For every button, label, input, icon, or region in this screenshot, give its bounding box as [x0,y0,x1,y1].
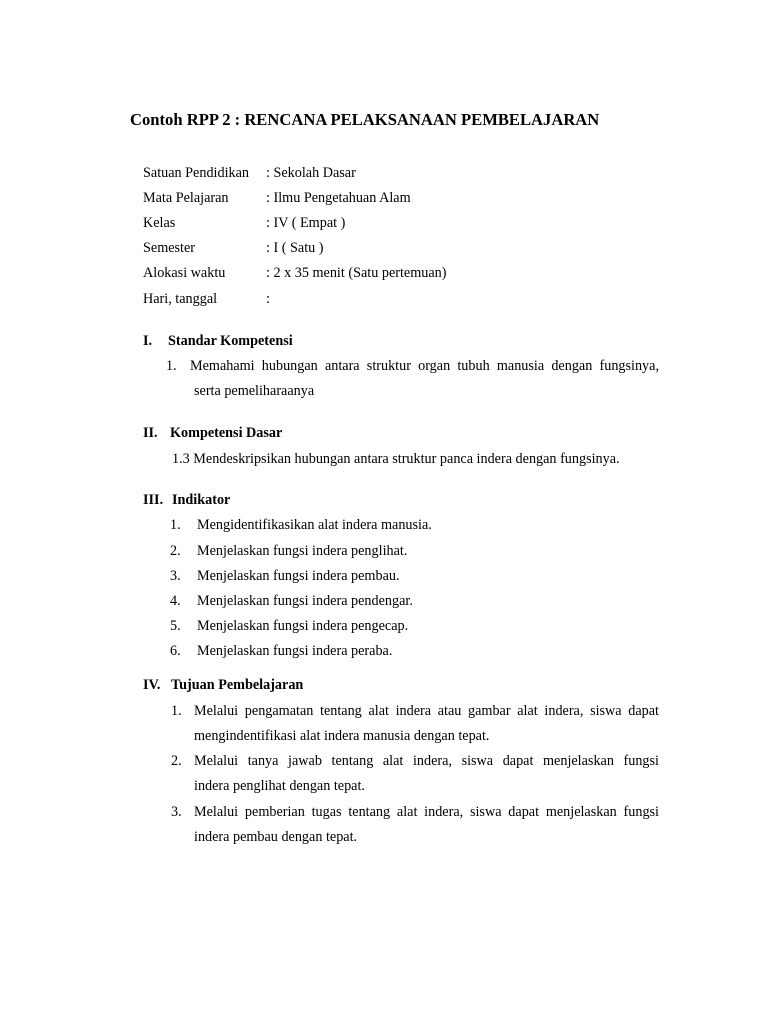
list-number: 1. [166,358,177,374]
list-item-line: Memahami hubungan antara struktur organ tubuh manusia dengan fungsinya, [190,358,659,374]
identity-label: Semester [143,240,196,256]
section-numeral: II. [143,425,158,441]
identity-label: Alokasi waktu [143,265,226,281]
section-text: 1.3 Mendeskripsikan hubungan antara struktur panca indera dengan fungsinya. [172,451,620,467]
identity-label: Kelas [143,215,176,231]
identity-label: Satuan Pendidikan [143,165,249,181]
list-number: 3. [170,568,181,584]
list-item-line: indera penglihat dengan tepat. [194,778,365,794]
list-item: Menjelaskan fungsi indera peraba. [197,643,393,659]
identity-value: : IV ( Empat ) [266,215,346,231]
list-number: 2. [171,753,182,769]
page-title [130,112,599,129]
title-main: RENCANA PELAKSANAAN PEMBELAJARAN [244,110,600,129]
section-heading: Tujuan Pembelajaran [171,677,304,693]
list-item-line: serta pemeliharaanya [194,383,315,399]
identity-value: : I ( Satu ) [266,240,324,256]
list-item-line: Melalui pengamatan tentang alat indera atau gambar alat indera, siswa dapat [194,703,659,719]
section-numeral: I. [143,333,153,349]
list-number: 2. [170,543,181,559]
list-item: Mengidentifikasikan alat indera manusia. [197,517,432,533]
list-item: Menjelaskan fungsi indera pembau. [197,568,400,584]
section-heading: Standar Kompetensi [168,333,293,349]
list-number: 6. [170,643,181,659]
identity-value: : Sekolah Dasar [266,165,356,181]
identity-label: Hari, tanggal [143,291,218,307]
list-number: 5. [170,618,181,634]
identity-label: Mata Pelajaran [143,190,229,206]
list-item-line: mengindentifikasi alat indera manusia dengan tepat. [194,728,490,744]
title-prefix: Contoh RPP 2 : [130,110,245,129]
list-item: Menjelaskan fungsi indera pengecap. [197,618,409,634]
list-number: 4. [170,593,181,609]
list-number: 3. [171,804,182,820]
identity-value: : [266,291,270,307]
list-item: Menjelaskan fungsi indera penglihat. [197,543,408,559]
list-item: Menjelaskan fungsi indera pendengar. [197,593,413,609]
identity-value: : Ilmu Pengetahuan Alam [266,190,411,206]
section-heading: Kompetensi Dasar [170,425,283,441]
list-number: 1. [171,703,182,719]
section-numeral: IV. [143,677,161,693]
identity-value: : 2 x 35 menit (Satu pertemuan) [266,265,447,281]
list-item-line: indera pembau dengan tepat. [194,829,358,845]
section-numeral: III. [143,492,164,508]
list-item-line: Melalui tanya jawab tentang alat indera, siswa dapat menjelaskan fungsi [194,753,659,769]
list-number: 1. [170,517,181,533]
section-heading: Indikator [172,492,231,508]
list-item-line: Melalui pemberian tugas tentang alat indera, siswa dapat menjelaskan fungsi [194,804,659,820]
